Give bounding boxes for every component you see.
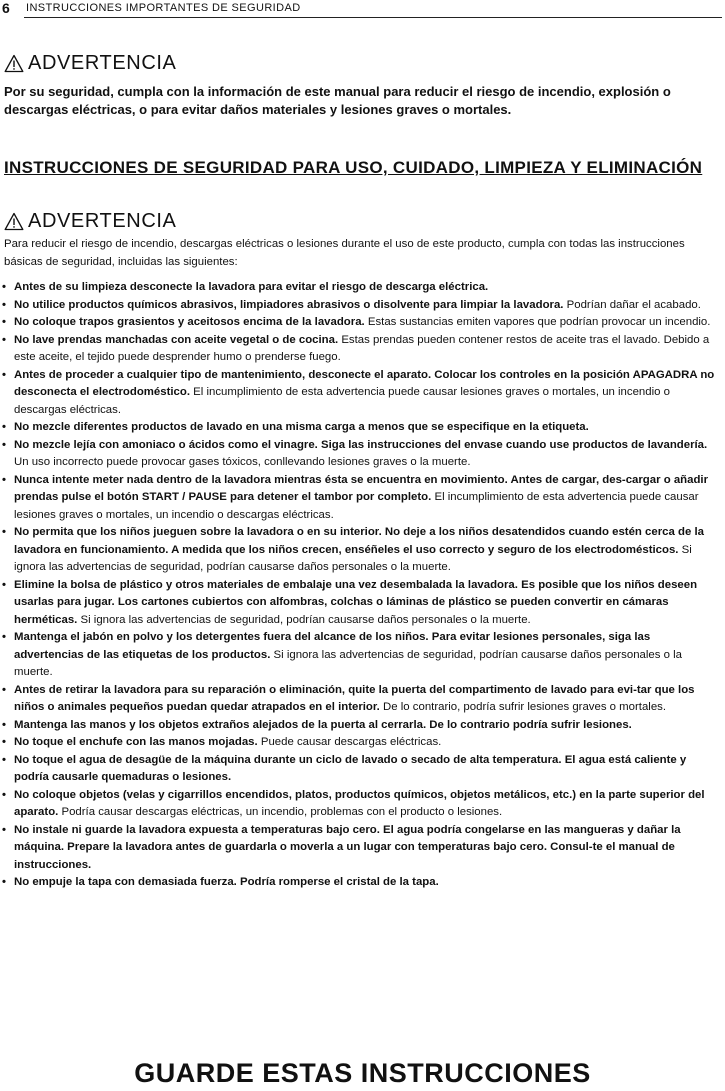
page-number: 6 [2,0,10,16]
bullet: • [2,368,6,381]
bullet: • [2,281,6,293]
bullet: • [2,473,6,486]
list-item: • No instale ni guarde la lavadora expuesta a temperaturas bajo cero. El agua podría congelarse en las mangueras y dañar la máquina. Prepare la lavadora antes de guardarla o moverla a un lugar con temperaturas bajo cero. Consul-te el manual de instrucciones. [2,823,681,871]
list-item: • Antes de retirar la lavadora para su reparación o eliminación, quite la puerta del compartimento de lavado para evi-tar que los niños o animales pequeños puedan quedar atrapados en el interior. De lo contrario, podría sufrir lesiones graves o mortales. [2,683,695,713]
bullet: • [2,631,6,643]
running-title: INSTRUCCIONES IMPORTANTES DE SEGURIDAD [26,2,301,14]
bullet: • [2,316,6,328]
list-item: • No mezcle diferentes productos de lavado en una misma carga a menos que se especifique en la etiqueta. [0,419,722,437]
warning-heading-1 [4,52,177,74]
list-item: • No permita que los niños jueguen sobre la lavadora o en su interior. No deje a los niños desatendidos cuando estén cerca de la lavadora en funcionamiento. A medida que los niños crecen, enséñeles el uso correcto y seguro de los electrodomésticos. Si ignora las advertencias de seguridad, podrían causarse daños personales o la muerte. [2,526,704,573]
bullet: • [2,438,6,451]
bullet: • [2,823,6,836]
list-item: • Mantenga el jabón en polvo y los detergentes fuera del alcance de los niños. Para evitar lesiones personales, siga las advertencias de las etiquetas de los productos. Si ignora las advertencias de seguridad, podrían causarse daños personales o la muerte. [2,631,682,678]
safety-intro: Por su seguridad, cumpla con la información de este manual para reducir el riesgo de incendio, explosión o descargas eléctricas, o para evitar daños materiales y lesiones graves o mortales. [4,84,671,117]
bullet: • [2,578,6,591]
list-item: • No coloque objetos (velas y cigarrillos encendidos, platos, productos químicos, objetos metálicos, etc.) en la parte superior del aparato. Podría causar descargas eléctricas, un incendio, problemas con el producto o lesiones. [2,788,705,818]
warning-label: ADVERTENCIA [28,52,177,74]
bullet: • [2,736,6,748]
list-item: • Antes de su limpieza desconecte la lavadora para evitar el riesgo de descarga eléctrica. [0,279,722,297]
bullet: • [2,333,6,346]
warning-triangle-icon [4,54,24,73]
list-item: • No toque el enchufe con las manos mojadas. Puede causar descargas eléctricas. [0,734,722,752]
warning-heading-2 [4,210,177,232]
warning-triangle-icon [4,212,24,231]
bullet: • [2,683,6,696]
page-header [0,0,725,18]
list-item: • Antes de proceder a cualquier tipo de mantenimiento, desconecte el aparato. Colocar los controles en la posición APAGADRA no desconecta el electrodoméstico. El incumplimiento de esta advertencia puede causar lesiones graves o mortales, un incendio o descargas eléctricas. [2,368,715,416]
bullet: • [2,298,6,311]
list-item: • Elimine la bolsa de plástico y otros materiales de embalaje una vez desembalada la lavadora. Es posible que los niños deseen usarlas para jugar. Los cartones cubiertos con alfombras, colchas o láminas de plástico se pueden convertir en cámaras herméticas. Si ignora las advertencias de seguridad, podrían causarse daños personales o la muerte. [2,578,698,626]
safety-instructions-list [0,279,722,892]
list-item: • No utilice productos químicos abrasivos, limpiadores abrasivos o disolvente para limpiar la lavadora. Podrían dañar el acabado. [0,297,722,315]
header-rule [24,17,722,18]
list-item: • Nunca intente meter nada dentro de la lavadora mientras ésta se encuentra en movimiento. Antes de cargar, des-cargar o añadir prendas pulse el botón START / PAUSE para detener el tambor por completo. El incumplimiento de esta advertencia puede causar lesiones graves o mortales, un incendio o descargas eléctricas. [2,473,709,521]
list-item: • No lave prendas manchadas con aceite vegetal o de cocina. Estas prendas pueden contener restos de aceite tras el lavado. Debido a este aceite, el tejido puede desprender humo o prenderse fuego. [2,333,710,363]
bullet: • [2,788,6,801]
warning-label: ADVERTENCIA [28,210,177,232]
warning-lead-text: Para reducir el riesgo de incendio, descargas eléctricas o lesiones durante el uso de este producto, cumpla con todas las instrucciones básicas de seguridad, incluidas las siguientes: [4,238,685,268]
bullet: • [2,421,6,433]
save-instructions-title: GUARDE ESTAS INSTRUCCIONES [134,1058,591,1088]
list-item: • Mantenga las manos y los objetos extraños alejados de la puerta al cerrarla. De lo contrario podría sufrir lesiones. [0,717,722,735]
list-item: • No mezcle lejía con amoniaco o ácidos como el vinagre. Siga las instrucciones del envase cuando use productos de lavandería. Un uso incorrecto puede provocar gases tóxicos, conllevando lesiones graves o la muerte. [2,438,708,468]
list-item: • No toque el agua de desagüe de la máquina durante un ciclo de lavado o secado de alta temperatura. El agua está caliente y podría causarle quemaduras o lesiones. [2,753,687,783]
bullet: • [2,718,6,731]
list-item: • No coloque trapos grasientos y aceitosos encima de la lavadora. Estas sustancias emiten vapores que podrían provocar un incendio. [0,314,722,332]
bullet: • [2,876,6,888]
bullet: • [2,526,6,538]
list-item: • No empuje la tapa con demasiada fuerza. Podría romperse el cristal de la tapa. [0,874,722,892]
bullet: • [2,753,6,766]
section-title: INSTRUCCIONES DE SEGURIDAD PARA USO, CUIDADO, LIMPIEZA Y ELIMINACIÓN [4,158,703,177]
